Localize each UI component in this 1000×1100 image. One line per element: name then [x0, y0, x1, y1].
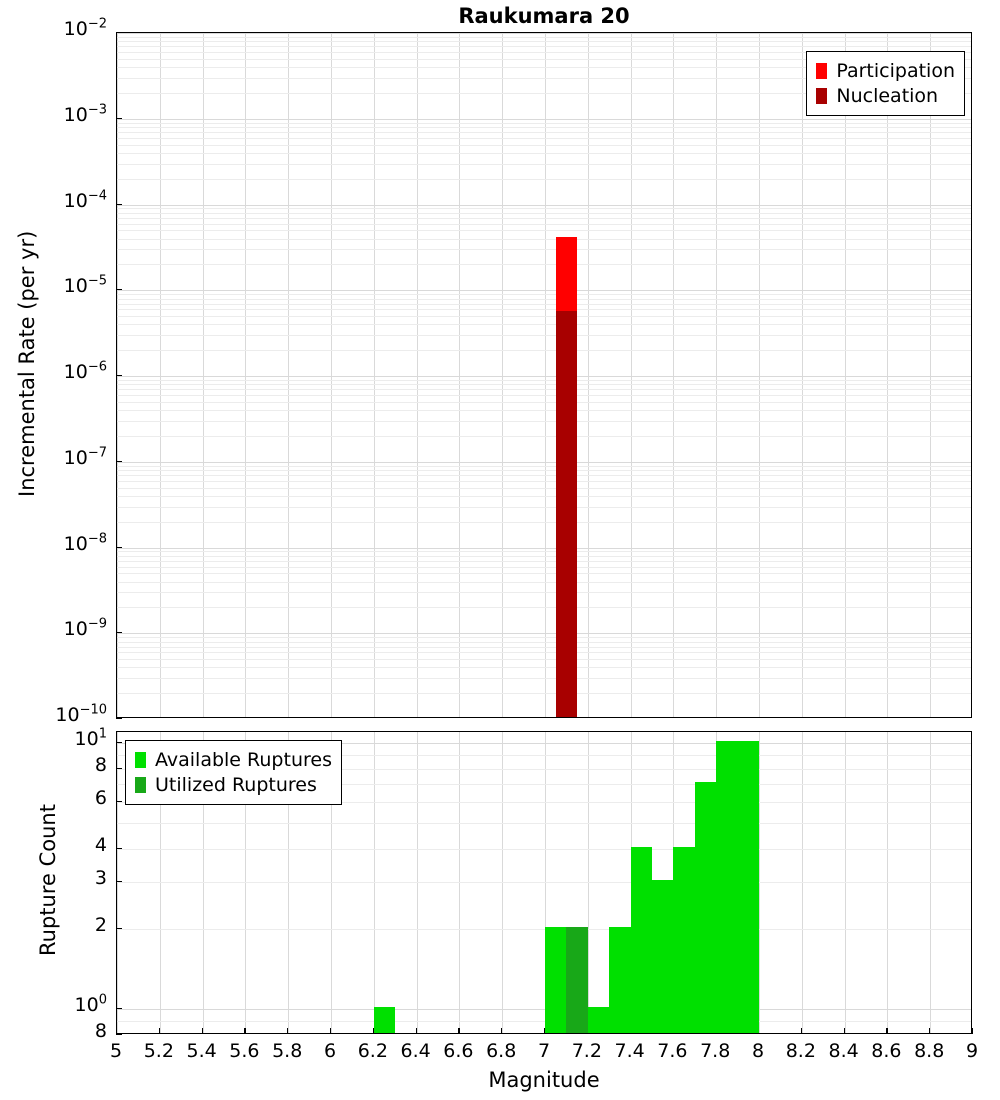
bar-available-ruptures — [695, 782, 716, 1033]
x-tick-label: 6 — [323, 1040, 337, 1062]
legend-rupture-count — [125, 740, 342, 805]
y-tick-mark — [116, 718, 122, 719]
x-tick-label: 8 — [751, 1040, 765, 1062]
x-tick-label: 5.4 — [186, 1040, 217, 1062]
y-tick-label: $10^{-3}$ — [63, 102, 107, 126]
x-tick-mark — [972, 1028, 973, 1034]
y-tick-mark — [116, 768, 122, 769]
y-tick-label: $10^{-6}$ — [63, 359, 107, 383]
x-tick-mark — [929, 1028, 930, 1034]
bars-top — [117, 33, 971, 717]
x-tick-label: 5.6 — [229, 1040, 260, 1062]
bar-available-ruptures — [545, 927, 566, 1033]
x-tick-label: 8.8 — [914, 1040, 945, 1062]
y-tick-label: $10^1$ — [74, 726, 107, 751]
legend-label-utilized-ruptures: Utilized Ruptures — [155, 773, 317, 796]
x-tick-mark — [116, 1028, 117, 1034]
y-tick-label: $10^{-2}$ — [63, 16, 107, 40]
incremental-rate-plot — [116, 32, 972, 718]
y-tick-mark — [116, 881, 122, 882]
y-tick-label: 3 — [94, 867, 107, 890]
y-tick-mark — [116, 375, 122, 376]
x-tick-label: 8.2 — [785, 1040, 816, 1062]
legend-swatch-participation — [816, 63, 827, 79]
bar-available-ruptures — [588, 1007, 609, 1033]
x-tick-mark — [501, 1028, 502, 1034]
y-tick-mark — [116, 1034, 122, 1035]
y-tick-label: 2 — [94, 914, 107, 937]
y-tick-mark — [116, 289, 122, 290]
y-tick-mark — [116, 632, 122, 633]
y-axis-title-top: Incremental Rate (per yr) — [15, 230, 39, 497]
y-tick-mark — [116, 32, 122, 33]
x-tick-label: 5.2 — [143, 1040, 174, 1062]
x-tick-mark — [159, 1028, 160, 1034]
legend-swatch-nucleation — [816, 88, 827, 104]
x-tick-label: 6.6 — [443, 1040, 474, 1062]
x-tick-label: 5.8 — [272, 1040, 303, 1062]
rupture-count-plot — [116, 731, 972, 1034]
legend-item-available-ruptures — [135, 747, 332, 772]
y-tick-label: 4 — [94, 833, 107, 856]
legend-item-utilized-ruptures — [135, 772, 332, 797]
y-tick-mark — [116, 742, 122, 743]
y-tick-mark — [116, 204, 122, 205]
legend-label-nucleation: Nucleation — [836, 84, 939, 107]
y-tick-label: $10^{-9}$ — [63, 616, 107, 641]
y-tick-mark — [116, 461, 122, 462]
x-tick-label: 6.4 — [400, 1040, 431, 1062]
x-tick-mark — [886, 1028, 887, 1034]
bar-nucleation — [556, 311, 577, 717]
bar-available-ruptures — [374, 1007, 395, 1033]
x-tick-label: 7.2 — [571, 1040, 602, 1062]
y-tick-label: 8 — [94, 753, 107, 776]
legend-swatch-available-ruptures — [135, 752, 146, 768]
x-tick-label: 6.2 — [357, 1040, 388, 1062]
x-tick-mark — [844, 1028, 845, 1034]
legend-incremental-rate — [806, 51, 965, 116]
x-tick-label: 8.6 — [871, 1040, 902, 1062]
x-tick-mark — [244, 1028, 245, 1034]
x-tick-label: 9 — [965, 1040, 979, 1062]
x-tick-label: 7.8 — [700, 1040, 731, 1062]
legend-label-available-ruptures: Available Ruptures — [155, 748, 332, 771]
x-axis-title: Magnitude — [488, 1068, 600, 1092]
y-tick-label: $10^0$ — [74, 992, 107, 1017]
x-tick-mark — [801, 1028, 802, 1034]
y-tick-mark — [116, 118, 122, 119]
x-tick-label: 5 — [109, 1040, 123, 1062]
y-axis-title-bottom: Rupture Count — [36, 804, 60, 956]
y-tick-label: $10^{-7}$ — [63, 445, 107, 469]
bar-available-ruptures — [673, 847, 694, 1033]
x-tick-label: 7.6 — [657, 1040, 688, 1062]
x-tick-label: 6.8 — [486, 1040, 517, 1062]
y-tick-label: 8 — [94, 1020, 107, 1042]
page-title: Raukumara 20 — [458, 4, 630, 28]
legend-item-nucleation — [816, 83, 955, 108]
y-tick-label: 6 — [94, 787, 107, 810]
x-tick-mark — [416, 1028, 417, 1034]
x-tick-label: 8.4 — [828, 1040, 859, 1062]
x-tick-mark — [287, 1028, 288, 1034]
bar-utilized-ruptures — [566, 927, 587, 1033]
y-tick-label: $10^{-8}$ — [63, 531, 107, 555]
y-tick-label: $10^{-4}$ — [63, 188, 107, 212]
x-tick-mark — [458, 1028, 459, 1034]
x-tick-mark — [330, 1028, 331, 1034]
bar-available-ruptures — [738, 741, 759, 1033]
y-tick-mark — [116, 1008, 122, 1009]
y-tick-mark — [116, 801, 122, 802]
bar-available-ruptures — [716, 741, 737, 1033]
y-tick-mark — [116, 848, 122, 849]
x-tick-mark — [202, 1028, 203, 1034]
legend-swatch-utilized-ruptures — [135, 777, 146, 793]
x-tick-label: 7 — [537, 1040, 551, 1062]
bar-available-ruptures — [652, 880, 673, 1033]
bar-available-ruptures — [631, 847, 652, 1033]
bar-available-ruptures — [609, 927, 630, 1033]
y-tick-label: $10^{-10}$ — [55, 702, 107, 726]
legend-label-participation: Participation — [836, 59, 955, 82]
x-tick-label: 7.4 — [614, 1040, 645, 1062]
y-tick-mark — [116, 547, 122, 548]
y-tick-label: $10^{-5}$ — [63, 273, 107, 298]
y-tick-mark — [116, 928, 122, 929]
legend-item-participation — [816, 58, 955, 83]
